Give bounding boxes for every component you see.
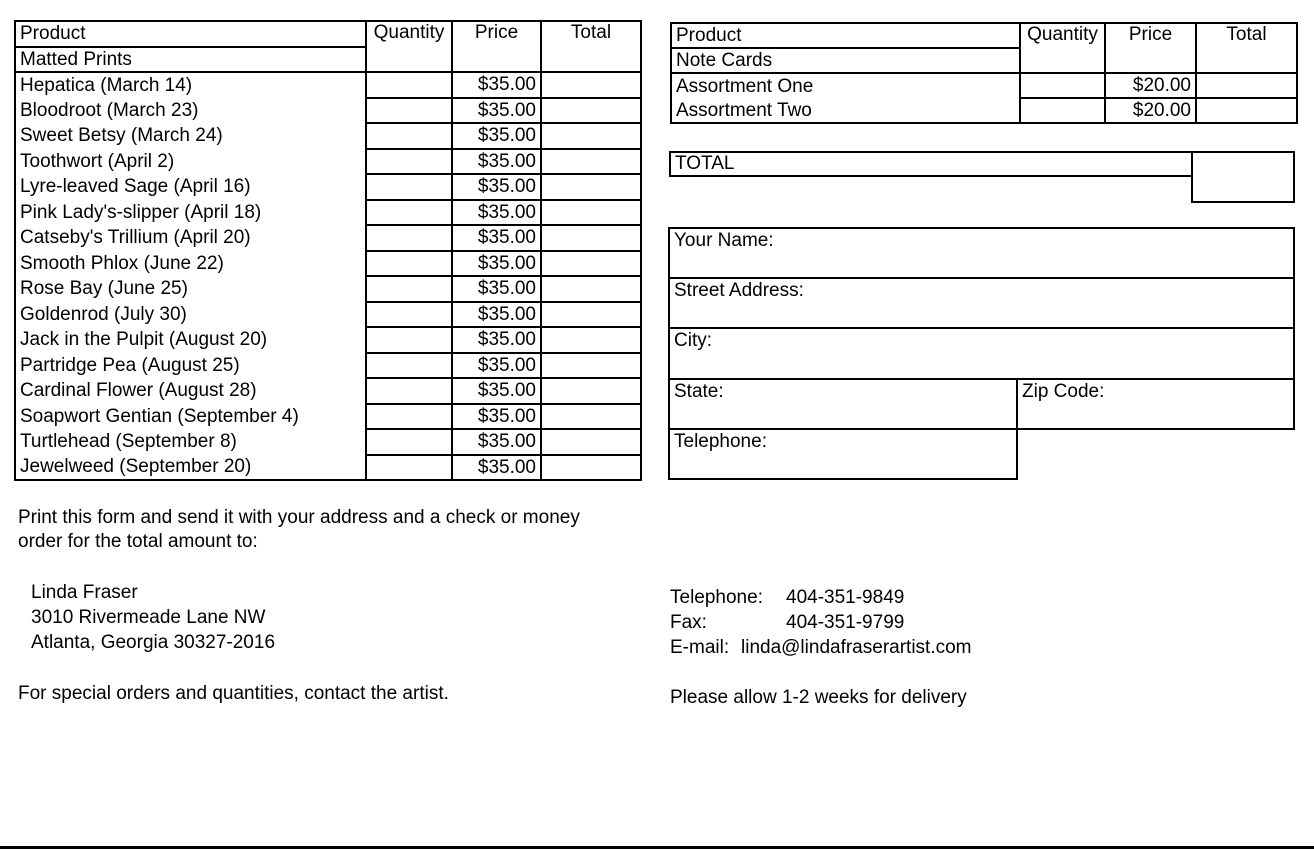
line-total-field[interactable] [541,251,641,277]
line-total-field[interactable] [541,353,641,379]
unit-price: $35.00 [452,149,541,175]
unit-price: $35.00 [452,123,541,149]
cards-header-row [671,23,1297,48]
product-name: Jewelweed (September 20) [15,455,366,481]
table-row [15,327,641,353]
quantity-input[interactable] [1020,73,1105,98]
table-row [15,200,641,226]
quantity-input[interactable] [366,251,452,277]
table-row [15,276,641,302]
product-name: Toothwort (April 2) [15,149,366,175]
line-total-field[interactable] [541,276,641,302]
quantity-input[interactable] [366,429,452,455]
total-label: TOTAL [669,151,1193,177]
line-total-field[interactable] [541,149,641,175]
line-total-field[interactable] [541,123,641,149]
special-orders-note: For special orders and quantities, contact the artist. [18,683,449,704]
zip-code-field[interactable] [1016,378,1295,430]
quantity-input[interactable] [366,404,452,430]
table-row [15,378,641,404]
unit-price: $35.00 [452,174,541,200]
unit-price: $35.00 [452,251,541,277]
contact-email: linda@lindafraserartist.com [741,637,972,658]
quantity-input[interactable] [366,174,452,200]
unit-price: $20.00 [1105,73,1196,98]
address-city: Atlanta, Georgia 30327-2016 [31,632,276,653]
product-header: Product [671,23,1020,48]
table-row [15,353,641,379]
unit-price: $35.00 [452,429,541,455]
quantity-input[interactable] [366,72,452,98]
unit-price: $35.00 [452,404,541,430]
line-total-field[interactable] [541,200,641,226]
zip-code-label: Zip Code: [1022,381,1105,402]
product-header: Product [15,21,366,47]
total-header: Total [541,21,641,72]
product-name: Jack in the Pulpit (August 20) [15,327,366,353]
unit-price: $35.00 [452,72,541,98]
your-name-label: Your Name: [674,230,774,251]
quantity-input[interactable] [1020,98,1105,123]
category-label: Matted Prints [15,47,366,73]
line-total-field[interactable] [541,72,641,98]
total-value-field[interactable] [1191,151,1295,203]
unit-price: $35.00 [452,353,541,379]
table-row [15,429,641,455]
line-total-field[interactable] [541,174,641,200]
unit-price: $35.00 [452,378,541,404]
contact-fax-label: Fax: [670,612,707,633]
price-header: Price [452,21,541,72]
order-total-box [669,151,1295,203]
contact-email-label: E-mail: [670,637,730,658]
unit-price: $35.00 [452,98,541,124]
telephone-field[interactable] [668,428,1018,480]
line-total-field[interactable] [541,327,641,353]
quantity-input[interactable] [366,149,452,175]
table-row [15,174,641,200]
city-field[interactable] [668,327,1295,380]
product-name: Assortment Two [671,98,1020,123]
address-name: Linda Fraser [31,582,138,603]
line-total-field[interactable] [541,98,641,124]
product-name: Sweet Betsy (March 24) [15,123,366,149]
quantity-input[interactable] [366,455,452,481]
city-label: City: [674,330,712,351]
line-total-field[interactable] [541,225,641,251]
price-header: Price [1105,23,1196,73]
total-header: Total [1196,23,1297,73]
product-name: Assortment One [671,73,1020,98]
quantity-input[interactable] [366,327,452,353]
telephone-label: Telephone: [674,431,767,452]
product-name: Soapwort Gentian (September 4) [15,404,366,430]
quantity-input[interactable] [366,225,452,251]
quantity-header: Quantity [1020,23,1105,73]
table-row [671,98,1297,123]
table-row [15,225,641,251]
contact-phone-label: Telephone: [670,587,763,608]
product-name: Partridge Pea (August 25) [15,353,366,379]
table-row [671,73,1297,98]
table-row [15,72,641,98]
note-cards-table [670,22,1298,124]
line-total-field[interactable] [541,302,641,328]
bottom-divider [0,846,1314,849]
line-total-field[interactable] [541,378,641,404]
quantity-input[interactable] [366,98,452,124]
quantity-header: Quantity [366,21,452,72]
category-label: Note Cards [671,48,1020,73]
delivery-note: Please allow 1-2 weeks for delivery [670,687,967,708]
unit-price: $20.00 [1105,98,1196,123]
product-name: Pink Lady's-slipper (April 18) [15,200,366,226]
line-total-field[interactable] [1196,98,1297,123]
instructions-line-2: order for the total amount to: [18,531,258,552]
unit-price: $35.00 [452,302,541,328]
product-name: Smooth Phlox (June 22) [15,251,366,277]
table-row [15,123,641,149]
line-total-field[interactable] [541,404,641,430]
prints-header-row [15,21,641,47]
line-total-field[interactable] [541,455,641,481]
state-label: State: [674,381,724,402]
quantity-input[interactable] [366,123,452,149]
instructions-line-1: Print this form and send it with your address and a check or money [18,507,580,528]
your-name-field[interactable] [668,227,1295,279]
unit-price: $35.00 [452,327,541,353]
quantity-input[interactable] [366,200,452,226]
line-total-field[interactable] [541,429,641,455]
table-row [15,404,641,430]
street-address-field[interactable] [668,277,1295,329]
product-name: Cardinal Flower (August 28) [15,378,366,404]
contact-fax: 404-351-9799 [786,612,905,633]
product-name: Turtlehead (September 8) [15,429,366,455]
product-name: Goldenrod (July 30) [15,302,366,328]
product-name: Rose Bay (June 25) [15,276,366,302]
quantity-input[interactable] [366,302,452,328]
product-name: Lyre-leaved Sage (April 16) [15,174,366,200]
unit-price: $35.00 [452,455,541,481]
table-row [15,302,641,328]
table-row [15,251,641,277]
street-address-label: Street Address: [674,280,804,301]
product-name: Hepatica (March 14) [15,72,366,98]
line-total-field[interactable] [1196,73,1297,98]
unit-price: $35.00 [452,200,541,226]
table-row [15,149,641,175]
unit-price: $35.00 [452,225,541,251]
table-row [15,98,641,124]
product-name: Catseby's Trillium (April 20) [15,225,366,251]
quantity-input[interactable] [366,378,452,404]
table-row [15,455,641,481]
quantity-input[interactable] [366,276,452,302]
state-field[interactable] [668,378,1018,430]
matted-prints-table [14,20,642,481]
product-name: Bloodroot (March 23) [15,98,366,124]
address-street: 3010 Rivermeade Lane NW [31,607,266,628]
contact-phone: 404-351-9849 [786,587,905,608]
unit-price: $35.00 [452,276,541,302]
quantity-input[interactable] [366,353,452,379]
